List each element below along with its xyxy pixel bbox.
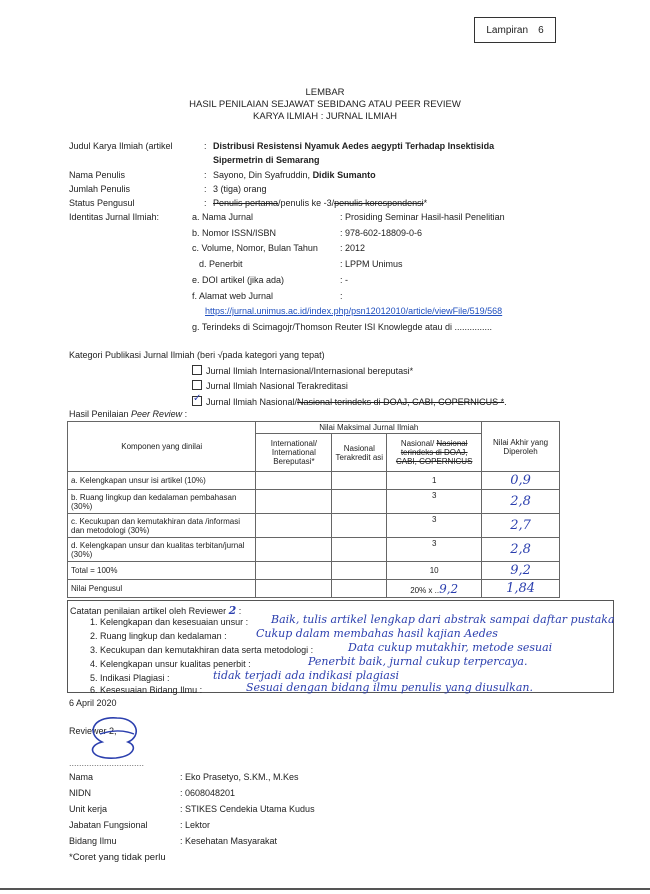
col-nas-strike: Nasional terindeks di DOAJ, CABI, COPERNICUS: [395, 439, 473, 466]
kategori-opt2-label: Jurnal Ilmiah Nasional Terakreditasi: [206, 381, 348, 391]
col-nilai-maks: Nilai Maksimal Jurnal Ilmiah: [256, 422, 482, 434]
notes-title-text: Catatan penilaian artikel oleh Reviewer: [70, 606, 229, 616]
note-6-label: 6. Kesesuaian Bidang Ilmu :: [90, 685, 203, 695]
header-line2: HASIL PENILAIAN SEJAWAT SEBIDANG ATAU PEER REVIEW: [189, 99, 461, 110]
kategori-title: Kategori Publikasi Jurnal Ilmiah (beri √pada kategori yang tepat): [69, 350, 325, 360]
profile-jabatan-value: : Lektor: [180, 820, 211, 830]
hasil-title-plain: Hasil Penilaian: [69, 409, 132, 419]
status-mid: /penulis ke -3/: [278, 198, 335, 208]
reviewer-signature: [72, 712, 162, 762]
notes-title: Catatan penilaian artikel oleh Reviewer 2 :: [70, 604, 242, 617]
jurnal-c-value: : 2012: [340, 243, 366, 253]
nama-penulis-label: Nama Penulis: [69, 170, 126, 180]
jurnal-e-value: : -: [340, 275, 348, 285]
note-2-label: 2. Ruang lingkup dan kedalaman :: [90, 631, 227, 641]
nama-penulis-bold: Didik Sumanto: [312, 170, 376, 180]
table-row: [68, 538, 560, 562]
status-colon: :: [204, 198, 207, 208]
pengusul-formula-text: 20% x ..: [410, 585, 440, 595]
jurnal-d-value: : LPPM Unimus: [340, 259, 403, 269]
nama-colon: :: [204, 170, 207, 180]
checkbox-nasional-akreditasi[interactable]: [192, 380, 202, 390]
pengusul-score: 1,84: [482, 580, 560, 598]
checkbox-nasional[interactable]: [192, 396, 202, 406]
jurnal-c-label: c. Volume, Nomor, Bulan Tahun: [192, 243, 318, 253]
lampiran-number: 6: [538, 24, 544, 36]
note-6-hand: Sesuai dengan bidang ilmu penulis yang diusulkan.: [246, 681, 533, 694]
kategori-opt1-label: Jurnal Ilmiah Internasional/Internasional bereputasi*: [206, 366, 414, 376]
identitas-jurnal-label: Identitas Jurnal Ilmiah:: [69, 212, 160, 222]
jurnal-g-label: g. Terindeks di Scimagojr/Thomson Reuter ISI Knowlegde atau di ...............: [192, 322, 492, 332]
profile-nama-value: : Eko Prasetyo, S.KM., M.Kes: [180, 772, 299, 782]
row-d-label: d. Kelengkapan unsur dan kualitas terbitan/jurnal (30%): [68, 538, 256, 562]
row-a-label: a. Kelengkapan unsur isi artikel (10%): [68, 472, 256, 490]
col-akhir: Nilai Akhir yang Diperoleh: [482, 422, 560, 472]
bottom-rule: [0, 888, 650, 890]
kategori-opt3-end: .: [504, 397, 507, 407]
kategori-opt3-strike: Nasional terindeks di DOAJ, CABI, COPERNICUS *: [297, 397, 505, 407]
pengusul-formula: [387, 580, 482, 598]
hasil-penilaian-title: [69, 409, 187, 419]
jurnal-b-value: : 978-602-18809-0-6: [340, 228, 423, 238]
profile-bidang-label: Bidang Ilmu: [69, 836, 117, 846]
col-nas-plain: Nasional/: [400, 439, 437, 448]
note-5-label: 5. Indikasi Plagiasi :: [90, 673, 170, 683]
profile-unit-label: Unit kerja: [69, 804, 108, 814]
note-2-hand: Cukup dalam membahas hasil kajian Aedes: [256, 627, 498, 640]
hasil-title-italic: Peer Review: [131, 409, 183, 419]
table-row: [68, 472, 560, 490]
row-b-label: b. Ruang lingkup dan kedalaman pembahasan (30%): [68, 490, 256, 514]
kategori-opt2: [192, 380, 348, 391]
status-end: *: [423, 198, 428, 208]
row-a-max: 1: [387, 472, 482, 490]
row-b-max: 3: [387, 490, 482, 514]
signature-dots: ..............................: [69, 758, 145, 768]
table-row: [68, 490, 560, 514]
pengusul-label: Nilai Pengusul: [68, 580, 256, 598]
jumlah-penulis-value: 3 (tiga) orang: [213, 184, 267, 194]
lampiran-box: [474, 17, 556, 43]
row-c-max: 3: [387, 514, 482, 538]
lampiran-label: Lampiran: [486, 24, 529, 36]
note-3-label: 3. Kecukupan dan kemutakhiran data serta metodologi :: [90, 645, 314, 655]
header-line1: LEMBAR: [305, 87, 345, 98]
jurnal-d-label: d. Penerbit: [199, 259, 243, 269]
jumlah-colon: :: [204, 184, 207, 194]
table-row-pengusul: [68, 580, 560, 598]
reviewer-label: Reviewer 2,: [69, 726, 117, 736]
total-score: 9,2: [482, 562, 560, 580]
jurnal-a-label: a. Nama Jurnal: [192, 212, 254, 222]
row-c-score: 2,7: [482, 514, 560, 538]
profile-unit-value: : STIKES Cendekia Utama Kudus: [180, 804, 315, 814]
profile-nidn-value: : 0608048201: [180, 788, 236, 798]
header-line3: KARYA ILMIAH : JURNAL ILMIAH: [253, 111, 397, 122]
status-pengusul-value: [213, 198, 427, 208]
kategori-opt3: [192, 396, 507, 407]
judul-value-1: Distribusi Resistensi Nyamuk Aedes aegypti Terhadap Insektisida: [213, 141, 495, 151]
table-row-total: [68, 562, 560, 580]
judul-colon: :: [204, 141, 207, 151]
col-nas: [387, 434, 482, 472]
row-d-max: 3: [387, 538, 482, 562]
table-row: [68, 514, 560, 538]
score-table: [67, 421, 560, 598]
row-b-score: 2,8: [482, 490, 560, 514]
profile-jabatan-label: Jabatan Fungsional: [69, 820, 148, 830]
col-komponen: Komponen yang dinilai: [68, 422, 256, 472]
row-d-score: 2,8: [482, 538, 560, 562]
notes-title-num: 2: [228, 604, 237, 617]
jurnal-a-value: : Prosiding Seminar Hasil-hasil Penelitian: [340, 212, 505, 222]
checkbox-intl[interactable]: [192, 365, 202, 375]
review-date: 6 April 2020: [69, 698, 117, 708]
col-nas-akr: Nasional Terakredit asi: [332, 434, 387, 472]
profile-nama-label: Nama: [69, 772, 94, 782]
jurnal-f-label: f. Alamat web Jurnal: [192, 291, 274, 301]
note-3-hand: Data cukup mutakhir, metode sesuai: [348, 641, 553, 654]
total-max: 10: [387, 562, 482, 580]
nama-penulis-plain: Sayono, Din Syafruddin,: [213, 170, 313, 180]
jumlah-penulis-label: Jumlah Penulis: [69, 184, 131, 194]
row-c-label: c. Kecukupan dan kemutakhiran data /informasi dan metodologi (30%): [68, 514, 256, 538]
row-a-score: 0,9: [482, 472, 560, 490]
col-intl: International/ International Bereputasi*: [256, 434, 332, 472]
total-label: Total = 100%: [68, 562, 256, 580]
note-4-hand: Penerbit baik, jurnal cukup terpercaya.: [308, 655, 528, 668]
footnote: *Coret yang tidak perlu: [69, 852, 166, 863]
reviewer-notes-box: [67, 600, 614, 693]
note-1-label: 1. Kelengkapan dan kesesuaian unsur :: [90, 617, 249, 627]
pengusul-formula-val: 9,2: [439, 581, 459, 596]
note-4-label: 4. Kelengkapan unsur kualitas penerbit :: [90, 659, 251, 669]
profile-bidang-value: : Kesehatan Masyarakat: [180, 836, 278, 846]
judul-value-2: Sipermetrin di Semarang: [213, 155, 320, 165]
hasil-title-end: :: [182, 409, 188, 419]
kategori-opt1: [192, 365, 413, 376]
jurnal-b-label: b. Nomor ISSN/ISBN: [192, 228, 277, 238]
note-5-hand: tidak terjadi ada indikasi plagiasi: [213, 669, 400, 682]
judul-label: Judul Karya Ilmiah (artikel: [69, 141, 173, 151]
nama-penulis-value: [213, 170, 376, 180]
profile-nidn-label: NIDN: [69, 788, 91, 798]
status-pengusul-label: Status Pengusul: [69, 198, 135, 208]
jurnal-f-value: :: [340, 291, 343, 301]
status-strike-1: Penulis pertama: [213, 198, 279, 208]
jurnal-url-link[interactable]: https://jurnal.unimus.ac.id/index.php/psn12012010/article/viewFile/519/568: [205, 306, 503, 316]
note-1-hand: Baik, tulis artikel lengkap dari abstrak sampai daftar pustaka: [271, 613, 615, 626]
kategori-opt3-label: Jurnal Ilmiah Nasional/: [206, 397, 298, 407]
status-strike-2: penulis korespondensi: [334, 198, 424, 208]
jurnal-e-label: e. DOI artikel (jika ada): [192, 275, 285, 285]
